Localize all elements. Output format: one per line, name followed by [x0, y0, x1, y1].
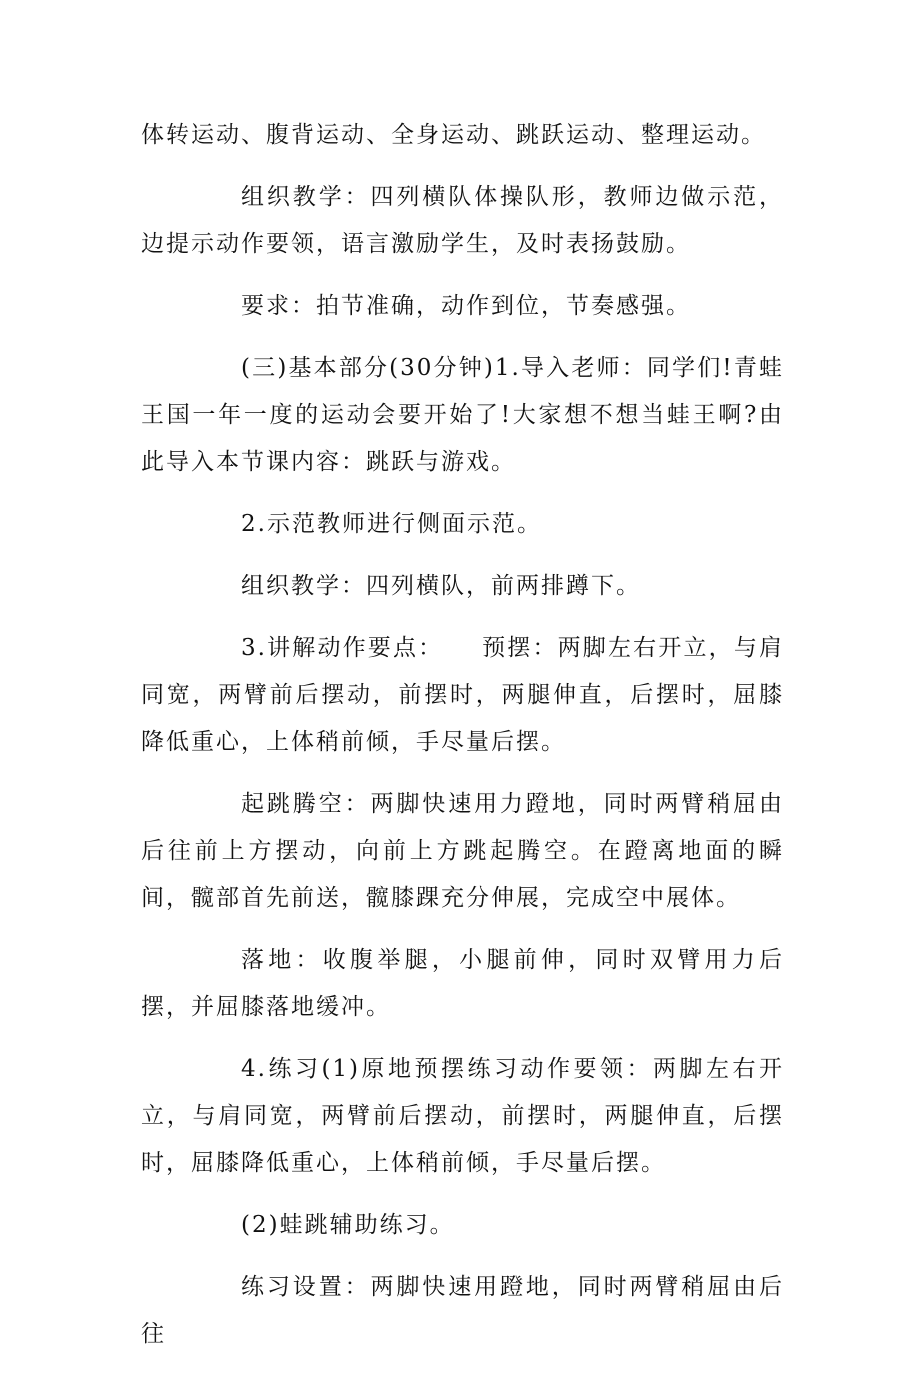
paragraph-practice-2: (2)蛙跳辅助练习。 [241, 1212, 455, 1238]
paragraph-demonstration: 2.示范教师进行侧面示范。 [241, 511, 542, 537]
paragraph-key-points: 3.讲解动作要点： 预摆：两脚左右开立，与肩同宽，两臂前后摆动，前摆时，两腿伸直，后摆时，屈膝降低重心，上体稍前倾，手尽量后摆。 [141, 635, 784, 755]
document-body [141, 112, 784, 1373]
paragraph-practice-setup: 练习设置：两脚快速用蹬地，同时两臂稍屈由后往 [141, 1274, 784, 1347]
paragraph-warmup-list: 体转运动、腹背运动、全身运动、跳跃运动、整理运动。 [141, 122, 766, 148]
paragraph-formation: 组织教学：四列横队，前两排蹲下。 [241, 573, 641, 599]
paragraph-takeoff: 起跳腾空：两脚快速用力蹬地，同时两臂稍屈由后往前上方摆动，向前上方跳起腾空。在蹬离地面的瞬间，髋部首先前送，髋膝踝充分伸展，完成空中展体。 [141, 791, 784, 911]
paragraph-organization: 组织教学：四列横队体操队形，教师边做示范，边提示动作要领，语言激励学生，及时表扬鼓励。 [141, 184, 784, 257]
paragraph-landing: 落地：收腹举腿，小腿前伸，同时双臂用力后摆，并屈膝落地缓冲。 [141, 947, 784, 1020]
paragraph-practice-1: 4.练习(1)原地预摆练习动作要领：两脚左右开立，与肩同宽，两臂前后摆动，前摆时，两腿伸直，后摆时，屈膝降低重心，上体稍前倾，手尽量后摆。 [141, 1056, 784, 1176]
paragraph-requirements: 要求：拍节准确，动作到位，节奏感强。 [241, 293, 691, 319]
paragraph-basic-part-intro: (三)基本部分(30分钟)1.导入老师：同学们!青蛙王国一年一度的运动会要开始了!大家想不想当蛙王啊?由此导入本节课内容：跳跃与游戏。 [141, 355, 784, 475]
